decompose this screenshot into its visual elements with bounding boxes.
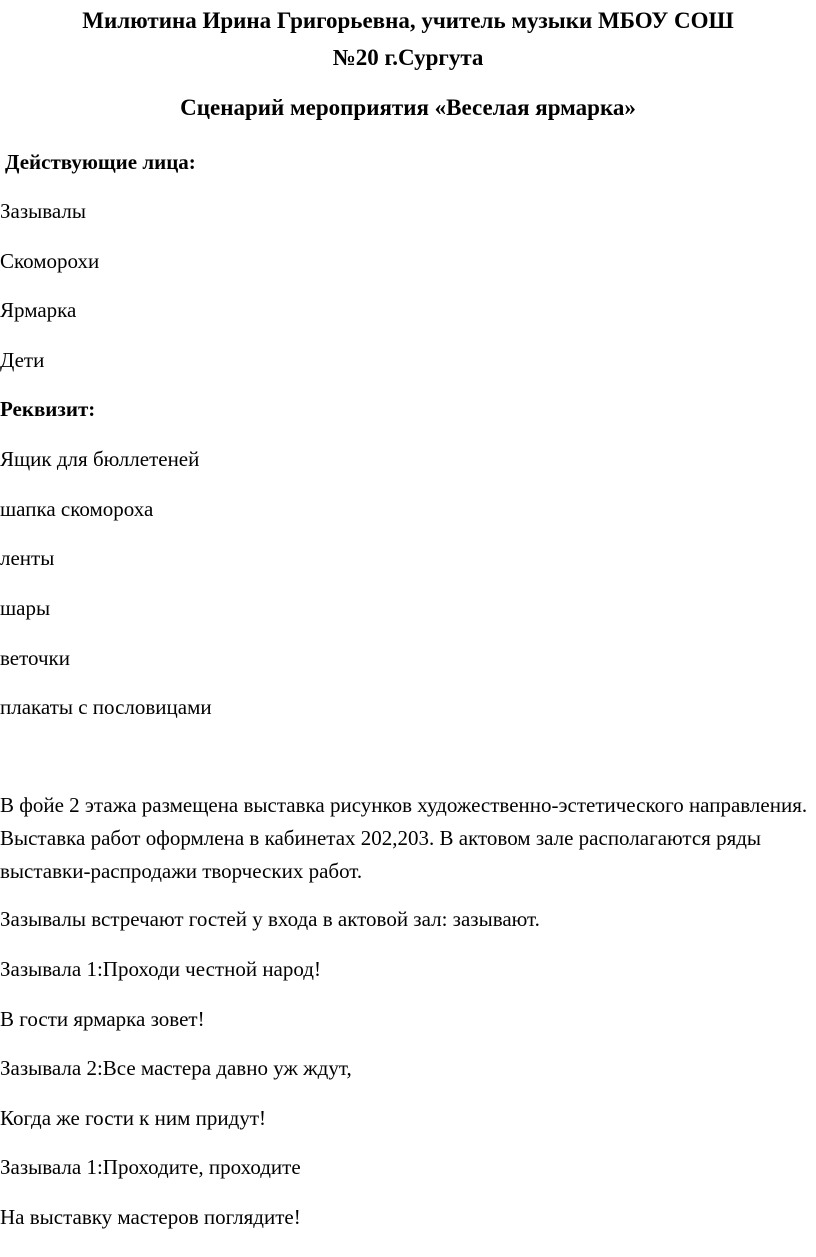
prop-item: шары	[0, 596, 51, 620]
script-line: В гости ярмарка зовет!	[0, 1007, 205, 1031]
prop-item: веточки	[0, 646, 70, 670]
document-title: Сценарий мероприятия «Веселая ярмарка»	[180, 95, 636, 120]
character-item: Дети	[0, 348, 45, 372]
author-line-1: Милютина Ирина Григорьевна, учитель музыки МБОУ СОШ	[82, 8, 734, 33]
intro-paragraph: В фойе 2 этажа размещена выставка рисунков художественно-эстетического направления. Выставка работ оформлена в кабинетах 202,203. В актовом зале располагаются ряды выставки-распродажи творческих работ.	[0, 793, 808, 883]
author-line-2: №20 г.Сургута	[332, 45, 484, 70]
script-line: На выставку мастеров поглядите!	[0, 1205, 301, 1229]
characters-heading: Действующие лица:	[5, 150, 196, 174]
script-line: Зазывала 1:Проходи честной народ!	[0, 957, 321, 981]
prop-item: Ящик для бюллетеней	[0, 447, 200, 471]
character-item: Зазывалы	[0, 199, 86, 223]
props-heading: Реквизит:	[0, 397, 96, 421]
script-line: Зазывалы встречают гостей у входа в актовой зал: зазывают.	[0, 907, 540, 931]
script-line: Зазывала 1:Проходите, проходите	[0, 1155, 301, 1179]
character-item: Ярмарка	[0, 298, 77, 322]
script-line: Когда же гости к ним придут!	[0, 1106, 266, 1130]
prop-item: плакаты с пословицами	[0, 695, 212, 719]
character-item: Скоморохи	[0, 249, 100, 273]
prop-item: ленты	[0, 546, 55, 570]
prop-item: шапка скомороха	[0, 497, 154, 521]
script-line: Зазывала 2:Все мастера давно уж ждут,	[0, 1056, 352, 1080]
